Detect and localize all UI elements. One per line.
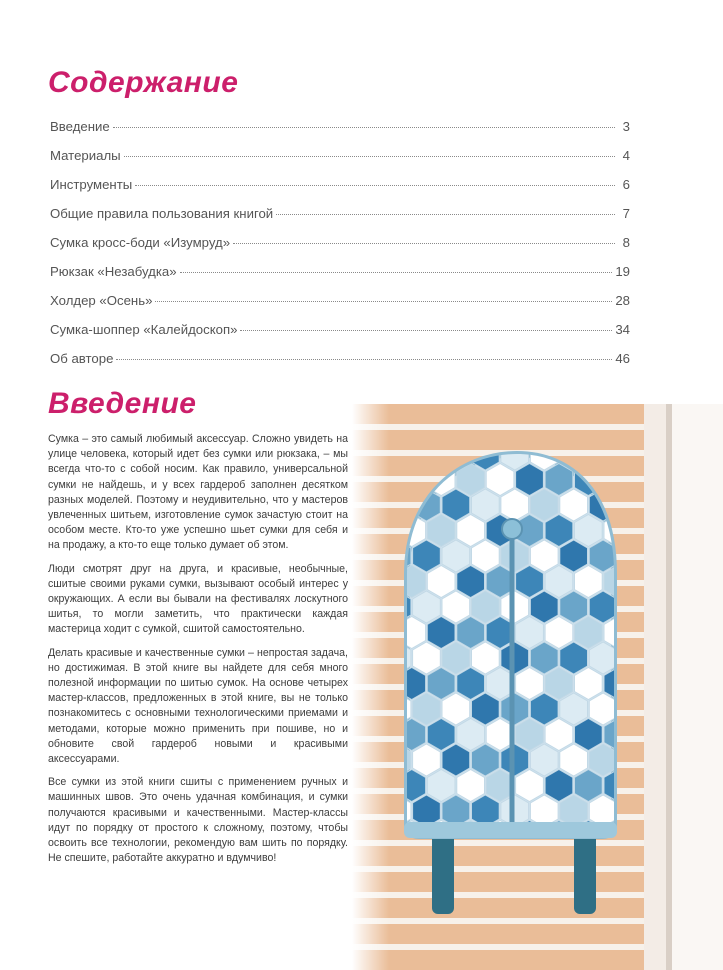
toc-row[interactable] — [50, 264, 630, 293]
toc-page-number: 19 — [615, 264, 630, 279]
toc-leader-dots — [233, 243, 615, 244]
intro-body — [48, 432, 348, 874]
toc-row[interactable] — [50, 177, 630, 206]
toc-row[interactable] — [50, 293, 630, 322]
toc-row[interactable] — [50, 148, 630, 177]
toc-row[interactable] — [50, 206, 630, 235]
toc-label: Сумка кросс-боди «Изумруд» — [50, 235, 231, 250]
toc-page-number: 4 — [622, 148, 630, 163]
toc-label: Об авторе — [50, 351, 114, 366]
toc-page-number: 8 — [622, 235, 630, 250]
toc-leader-dots — [276, 214, 615, 215]
toc-title: Содержание — [48, 66, 239, 99]
toc-label: Общие правила пользования книгой — [50, 206, 274, 221]
toc-page-number: 6 — [622, 177, 630, 192]
intro-paragraph: Люди смотрят друг на друга, и красивые, необычные, сшитые своими руками сумки, вызывают особый интерес у окружающих. А если вы бывали на фестивалях лоскутного шитья, то могли заметить, что практически каждая мастерица ходит с сумкой, сшитой самостоятельно. — [48, 562, 348, 636]
toc-label: Холдер «Осень» — [50, 293, 153, 308]
intro-paragraph: Делать красивые и качественные сумки – непростая задача, но достижимая. В этой книге вы найдете для себя много полезной информации по шитью сумок. На основе четырех мастер-классов, предложенных в этой книге, вы не только познакомитесь с основными технологическими приемами и методами, которые можно применить при пошиве, но и обновите свой гардероб новыми и красивыми аксессуарами. — [48, 646, 348, 766]
table-of-contents — [50, 119, 630, 380]
toc-leader-dots — [155, 301, 612, 302]
backpack-photo — [352, 404, 723, 970]
toc-page-number: 7 — [622, 206, 630, 221]
toc-label: Инструменты — [50, 177, 133, 192]
toc-row[interactable] — [50, 119, 630, 148]
toc-leader-dots — [180, 272, 613, 273]
toc-leader-dots — [124, 156, 615, 157]
toc-leader-dots — [240, 330, 612, 331]
toc-row[interactable] — [50, 235, 630, 264]
toc-row[interactable] — [50, 351, 630, 380]
backpack-illustration — [352, 404, 723, 970]
toc-page-number: 34 — [615, 322, 630, 337]
toc-leader-dots — [116, 359, 612, 360]
toc-label: Рюкзак «Незабудка» — [50, 264, 177, 279]
intro-paragraph: Сумка – это самый любимый аксессуар. Сложно увидеть на улице человека, который идет без сумки или рюкзака, – мы всегда что-то с собой носим. Как правило, универсальной сумки не найдешь, и у всех гардероб заполнен десятком разных моделей. Поэтому и неудивительно, что у мастеров увлеченных шитьем, изготовление сумок зачастую стоит на особом месте. Кто-то уже успешно шьет сумки для себя и на продажу, а кто-то еще только думает об этом. — [48, 433, 348, 552]
toc-leader-dots — [135, 185, 615, 186]
toc-label: Сумка-шоппер «Калейдоскоп» — [50, 322, 238, 337]
toc-page-number: 28 — [615, 293, 630, 308]
toc-leader-dots — [113, 127, 615, 128]
toc-label: Материалы — [50, 148, 121, 163]
toc-row[interactable] — [50, 322, 630, 351]
intro-paragraph: Все сумки из этой книги сшиты с применением ручных и машинных швов. Это очень удачная комбинация, и сумки получаются красивыми и качественными. Мастер-классы идут по порядку от простого к сложному, поэтому, чтобы освоить все технологии, рекомендую вам шить по порядку. Не спешите, работайте аккуратно и вдумчиво! — [48, 776, 348, 865]
toc-page-number: 46 — [615, 351, 630, 366]
intro-title: Введение — [48, 387, 197, 420]
toc-label: Введение — [50, 119, 110, 134]
toc-page-number: 3 — [622, 119, 630, 134]
